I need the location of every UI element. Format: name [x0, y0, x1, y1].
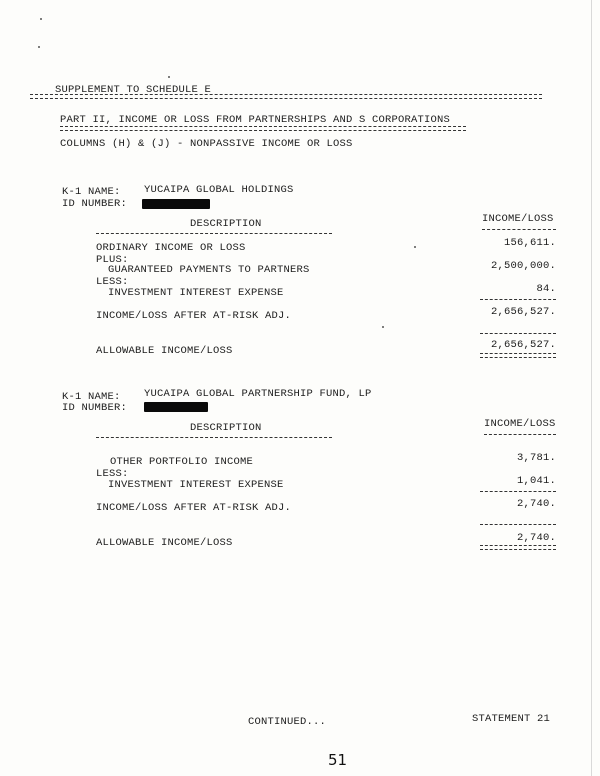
allowable-amount: 2,740.	[516, 532, 556, 544]
after-at-risk-amount: 2,656,527.	[490, 306, 556, 318]
row-amount: 2,500,000.	[490, 260, 556, 272]
scan-speck	[40, 18, 42, 20]
redaction-bar	[142, 199, 210, 209]
amount-header-rule	[482, 229, 556, 230]
k1-name-label: K-1 NAME:	[62, 391, 121, 403]
allowable-label: ALLOWABLE INCOME/LOSS	[96, 537, 233, 549]
title-double-rule	[30, 94, 542, 99]
row-label: INVESTMENT INTEREST EXPENSE	[108, 479, 284, 491]
row-amount: 156,611.	[503, 237, 556, 249]
row-label: GUARANTEED PAYMENTS TO PARTNERS	[108, 264, 310, 276]
total-rule	[480, 524, 556, 525]
part-heading: PART II, INCOME OR LOSS FROM PARTNERSHIPS AND S CORPORATIONS	[60, 114, 451, 126]
page-number: 51	[328, 751, 348, 769]
description-header-rule	[96, 233, 332, 234]
id-number-label: ID NUMBER:	[62, 198, 128, 210]
part-double-rule	[60, 126, 466, 131]
k1-name-value: YUCAIPA GLOBAL HOLDINGS	[144, 184, 294, 196]
allowable-double-rule	[480, 545, 556, 550]
columns-heading: COLUMNS (H) & (J) - NONPASSIVE INCOME OR LOSS	[60, 138, 353, 150]
page-edge-line	[591, 0, 592, 776]
total-rule	[480, 333, 556, 334]
redaction-bar	[144, 402, 208, 412]
amount-header: INCOME/LOSS	[482, 213, 554, 225]
document-title: SUPPLEMENT TO SCHEDULE E	[55, 84, 212, 96]
after-at-risk-label: INCOME/LOSS AFTER AT-RISK ADJ.	[96, 310, 292, 322]
statement-number: STATEMENT 21	[472, 713, 551, 725]
row-label: PLUS:	[96, 254, 129, 266]
row-amount: 3,781.	[516, 452, 556, 464]
scan-speck	[38, 46, 40, 48]
amount-header: INCOME/LOSS	[484, 418, 556, 430]
subtotal-rule	[480, 299, 556, 300]
row-label: LESS:	[96, 468, 129, 480]
allowable-amount: 2,656,527.	[490, 339, 556, 351]
continued-note: CONTINUED...	[248, 716, 327, 728]
scan-speck	[168, 76, 170, 78]
subtotal-rule	[480, 491, 556, 492]
row-amount: 84.	[536, 283, 556, 295]
row-label: ORDINARY INCOME OR LOSS	[96, 242, 246, 254]
row-amount: 1,041.	[516, 475, 556, 487]
amount-header-rule	[484, 434, 556, 435]
row-label: OTHER PORTFOLIO INCOME	[110, 456, 254, 468]
description-header-rule	[96, 437, 332, 438]
id-number-label: ID NUMBER:	[62, 402, 128, 414]
after-at-risk-amount: 2,740.	[516, 498, 556, 510]
allowable-double-rule	[480, 353, 556, 358]
after-at-risk-label: INCOME/LOSS AFTER AT-RISK ADJ.	[96, 502, 292, 514]
row-label: LESS:	[96, 276, 129, 288]
row-label: INVESTMENT INTEREST EXPENSE	[108, 287, 284, 299]
description-header: DESCRIPTION	[190, 422, 262, 434]
allowable-label: ALLOWABLE INCOME/LOSS	[96, 345, 233, 357]
k1-name-value: YUCAIPA GLOBAL PARTNERSHIP FUND, LP	[144, 388, 372, 400]
description-header: DESCRIPTION	[190, 218, 262, 230]
scan-speck	[382, 326, 384, 328]
k1-name-label: K-1 NAME:	[62, 186, 121, 198]
scan-speck	[414, 246, 416, 248]
